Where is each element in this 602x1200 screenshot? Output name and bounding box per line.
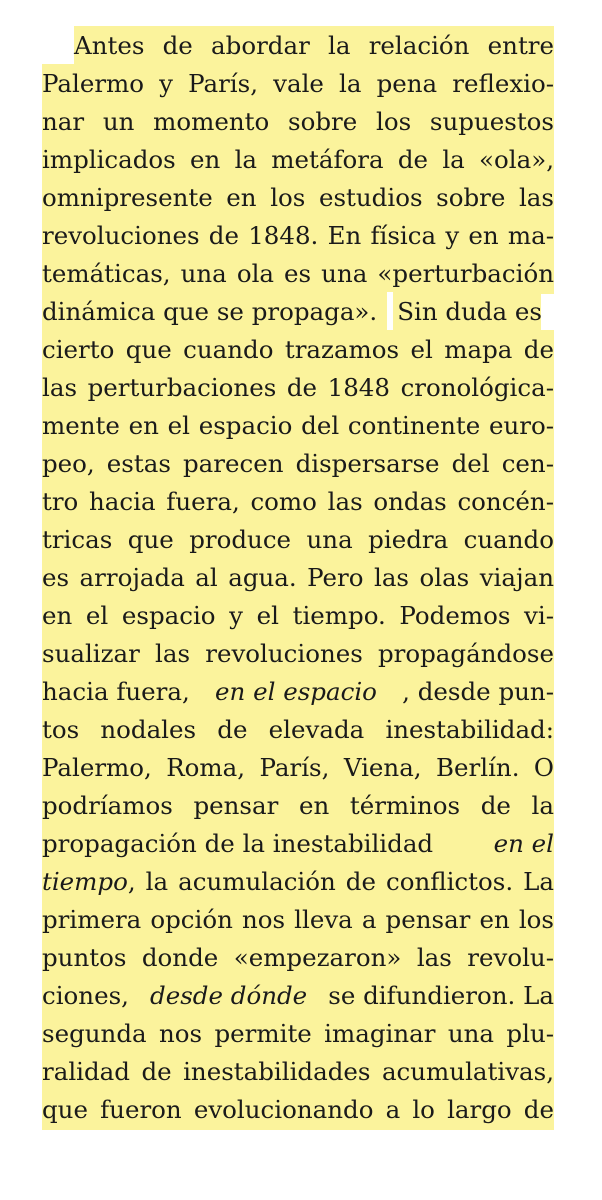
highlight	[42, 482, 554, 522]
text-line-9	[42, 330, 554, 370]
text-line-15	[42, 558, 554, 598]
italic-text: desde dónde	[150, 981, 308, 1010]
line-text: Sin duda es	[397, 297, 543, 326]
highlight	[42, 976, 554, 1016]
line-text: , desde pun-	[402, 677, 554, 706]
highlight	[42, 64, 554, 104]
highlight	[42, 444, 554, 484]
highlight	[42, 1090, 554, 1130]
text-line-4	[42, 140, 554, 180]
text-line-18	[42, 672, 554, 712]
line-text: ciones,	[42, 981, 129, 1010]
line-text: hacia fuera,	[42, 677, 190, 706]
text-line-3	[42, 102, 554, 142]
text-line-29	[42, 1090, 554, 1130]
text-line-8	[42, 292, 554, 332]
text-line-12	[42, 444, 554, 484]
highlight	[42, 330, 554, 370]
text-line-7	[42, 254, 554, 294]
highlight	[42, 900, 554, 940]
line-text: es arrojada al agua. Pero las olas viajan	[42, 563, 554, 592]
line-text: nar un momento sobre los supuestos	[42, 107, 554, 136]
text-line-22	[42, 824, 554, 864]
text-line-1	[74, 26, 554, 66]
line-text: Antes de abordar la relación entre	[74, 31, 554, 60]
highlight	[42, 710, 554, 750]
line-text: segunda nos permite imaginar una plu-	[42, 1019, 554, 1048]
highlight	[42, 634, 554, 674]
text-line-25	[42, 938, 554, 978]
line-text: sualizar las revoluciones propagándose	[42, 639, 554, 668]
highlight	[42, 102, 554, 142]
line-text: tricas que produce una piedra cuando	[42, 525, 554, 554]
text-line-6	[42, 216, 554, 256]
text-line-10	[42, 368, 554, 408]
line-text: implicados en la metáfora de la «ola»,	[42, 145, 554, 174]
highlight	[42, 672, 554, 712]
line-text: Palermo, Roma, París, Viena, Berlín. O	[42, 753, 554, 782]
highlight	[42, 938, 554, 978]
text-line-17	[42, 634, 554, 674]
line-text: temáticas, una ola es una «perturbación	[42, 259, 554, 288]
text-line-16	[42, 596, 554, 636]
highlight	[74, 26, 554, 66]
line-text: dinámica que se propaga».	[42, 297, 378, 326]
line-text: primera opción nos lleva a pensar en los	[42, 905, 554, 934]
line-text: mente en el espacio del continente euro-	[42, 411, 554, 440]
text-line-28	[42, 1052, 554, 1092]
highlight	[42, 368, 554, 408]
line-text: se difundieron. La	[328, 981, 554, 1010]
line-text: Palermo y París, vale la pena reflexio-	[42, 69, 554, 98]
italic-text: tiempo	[42, 867, 128, 896]
highlight	[42, 824, 554, 864]
highlight	[42, 254, 554, 294]
highlight	[42, 292, 387, 332]
line-text: que fueron evolucionando a lo largo de	[42, 1095, 554, 1124]
highlight	[42, 406, 554, 446]
line-text: puntos donde «empezaron» las revolu-	[42, 943, 554, 972]
line-text: propagación de la inestabilidad	[42, 829, 434, 858]
highlight	[42, 862, 554, 902]
text-line-2	[42, 64, 554, 104]
line-text: peo, estas parecen dispersarse del cen-	[42, 449, 554, 478]
highlight	[42, 216, 554, 256]
italic-text: en el espacio	[215, 677, 377, 706]
highlight	[42, 1052, 554, 1092]
highlight	[393, 292, 541, 332]
highlight	[42, 596, 554, 636]
text-line-20	[42, 748, 554, 788]
line-text: las perturbaciones de 1848 cronológica-	[42, 373, 554, 402]
text-line-23	[42, 862, 554, 902]
highlight	[42, 1014, 554, 1054]
highlight	[42, 558, 554, 598]
italic-text: en el	[493, 829, 554, 858]
text-line-19	[42, 710, 554, 750]
line-text: podríamos pensar en términos de la	[42, 791, 554, 820]
line-text: tos nodales de elevada inestabilidad:	[42, 715, 554, 744]
line-text: revoluciones de 1848. En física y en ma-	[42, 221, 554, 250]
line-text: en el espacio y el tiempo. Podemos vi-	[42, 601, 554, 630]
line-text: , la acumulación de conflictos. La	[127, 867, 554, 896]
text-line-14	[42, 520, 554, 560]
text-line-11	[42, 406, 554, 446]
highlight	[42, 140, 554, 180]
text-line-24	[42, 900, 554, 940]
highlight	[42, 520, 554, 560]
text-line-27	[42, 1014, 554, 1054]
text-line-26	[42, 976, 554, 1016]
line-text: cierto que cuando trazamos el mapa de	[42, 335, 554, 364]
line-text: ralidad de inestabilidades acumulativas,	[42, 1057, 554, 1086]
line-text: tro hacia fuera, como las ondas concén-	[42, 487, 554, 516]
highlight	[42, 748, 554, 788]
highlight	[42, 178, 554, 218]
highlight	[42, 786, 554, 826]
text-line-13	[42, 482, 554, 522]
text-line-5	[42, 178, 554, 218]
line-text: omnipresente en los estudios sobre las	[42, 183, 554, 212]
text-line-21	[42, 786, 554, 826]
